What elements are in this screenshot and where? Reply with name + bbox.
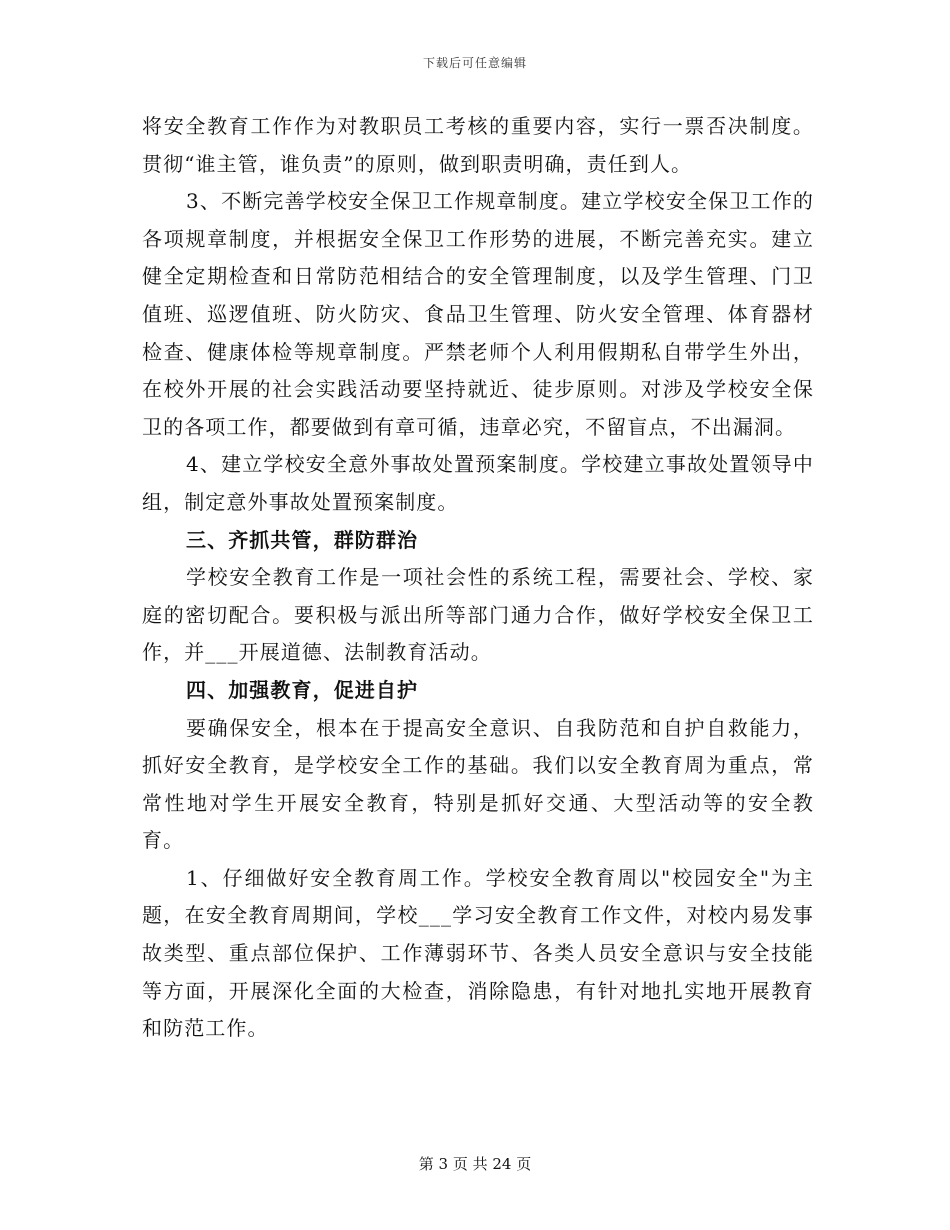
paragraph-section-4: 要确保安全，根本在于提高安全意识、自我防范和自护自救能力，抓好安全教育，是学校安全工作的基础。我们以安全教育周为重点，常常性地对学生开展安全教育，特别是抓好交通、大型活动等的安全教育。 (142, 715, 814, 853)
paragraph-section-3: 学校安全教育工作是一项社会性的系统工程，需要社会、学校、家庭的密切配合。要积极与派出所等部门通力合作，做好学校安全保卫工作，并___开展道德、法制教育活动。 (142, 565, 814, 665)
section-heading-4: 四、加强教育，促进自护 (186, 677, 419, 702)
paragraph-item-4: 4、建立学校安全意外事故处置预案制度。学校建立事故处置领导中组，制定意外事故处置预案制度。 (142, 452, 814, 514)
paragraph-item-1: 1、仔细做好安全教育周工作。学校安全教育周以"校园安全"为主题，在安全教育周期间，学校___学习安全教育工作文件，对校内易发事故类型、重点部位保护、工作薄弱环节、各类人员安全意识与安全技能等方面，开展深化全面的大检查，消除隐患，有针对地扎实地开展教育和防范工作。 (142, 865, 814, 1041)
page-number: 第 3 页 共 24 页 (418, 1155, 532, 1173)
section-heading-3: 三、齐抓共管，群防群治 (186, 527, 419, 552)
paragraph-item-3: 3、不断完善学校安全保卫工作规章制度。建立学校安全保卫工作的各项规章制度，并根据安全保卫工作形势的进展，不断完善充实。建立健全定期检查和日常防范相结合的安全管理制度，以及学生管理、门卫值班、巡逻值班、防火防灾、食品卫生管理、防火安全管理、体育器材检查、健康体检等规章制度。严禁老师个人利用假期私自带学生外出，在校外开展的社会实践活动要坚持就近、徒步原则。对涉及学校安全保卫的各项工作，都要做到有章可循，违章必究，不留盲点，不出漏洞。 (142, 189, 814, 439)
document-body (142, 108, 814, 1048)
paragraph-continuation: 将安全教育工作作为对教职员工考核的重要内容，实行一票否决制度。贯彻“谁主管，谁负责”的原则，做到职责明确，责任到人。 (142, 114, 814, 176)
page-header: 下载后可任意编辑 (422, 56, 527, 70)
